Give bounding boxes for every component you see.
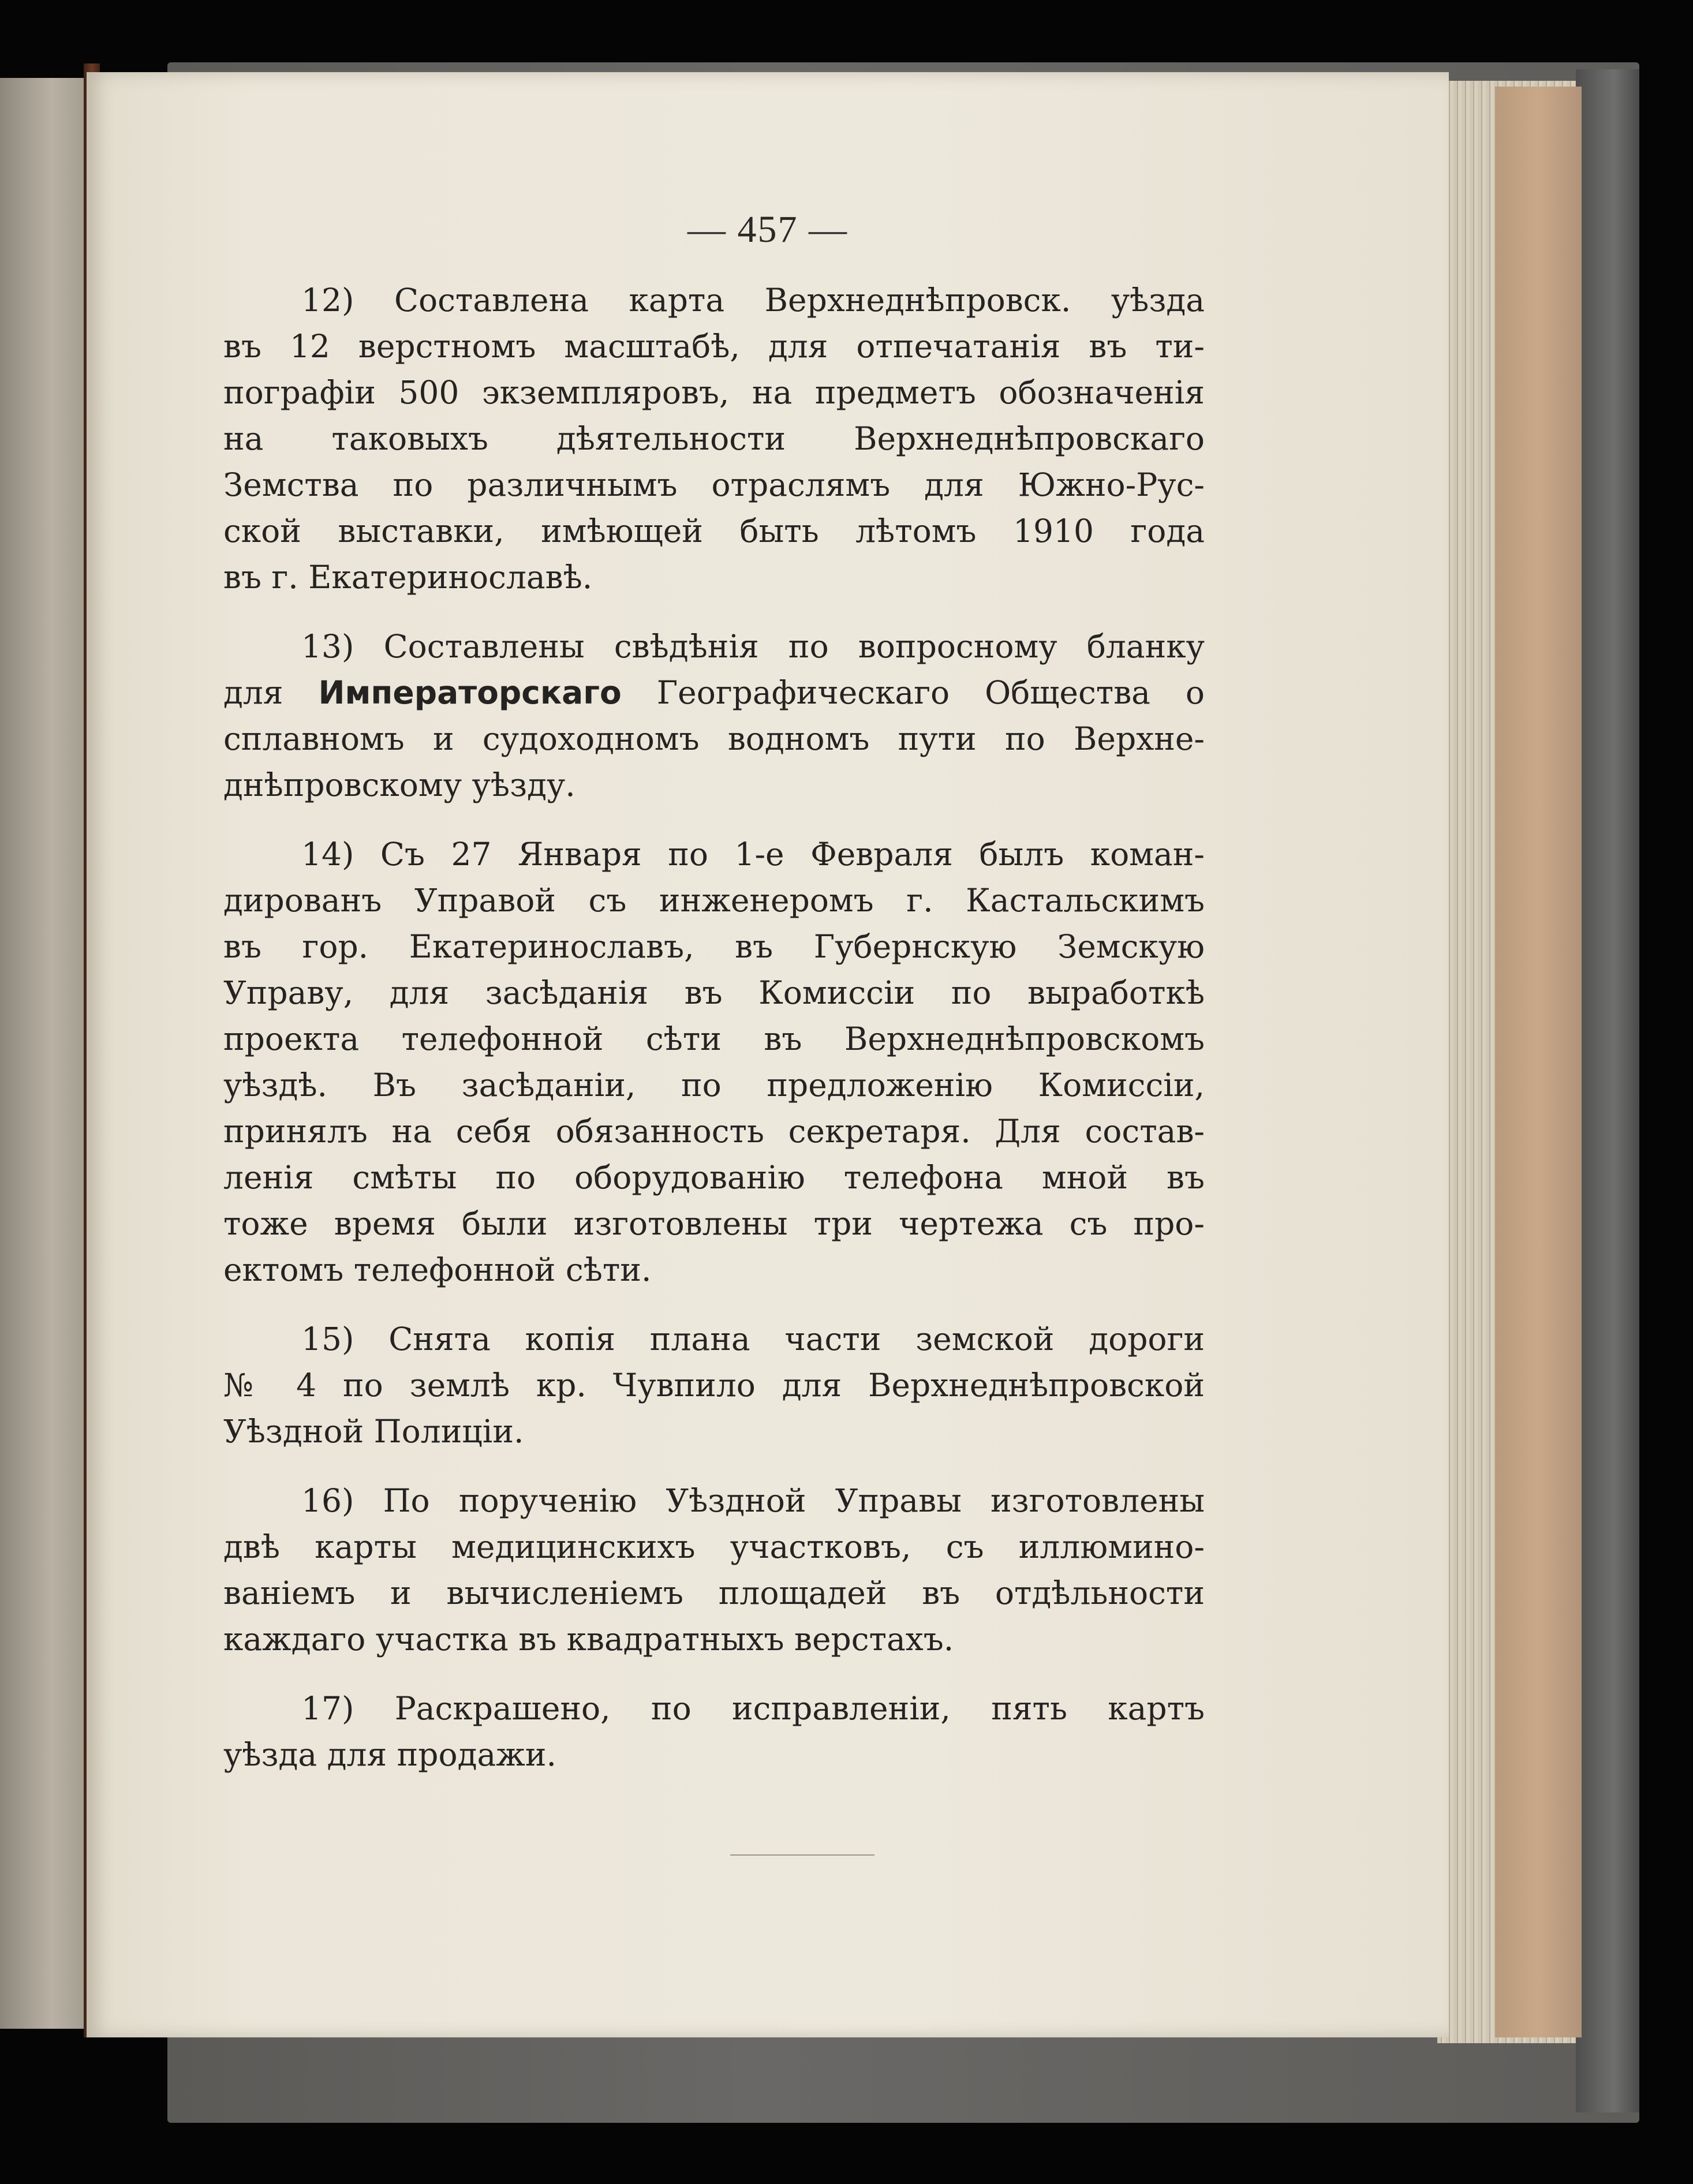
text-line: № 4 по землѣ кр. Чувпило для Верхнеднѣпровской — [223, 1367, 1205, 1404]
text-line: 12) Составлена карта Верхнеднѣпровск. уѣзда — [301, 282, 1205, 319]
text-line: 13) Составлены свѣдѣнія по вопросному бланку — [301, 628, 1205, 665]
text-line: сплавномъ и судоходномъ водномъ пути по Верхне- — [223, 720, 1205, 757]
text-line: въ г. Екатеринославѣ. — [223, 559, 593, 596]
text-line: принялъ на себя обязанность секретаря. Для состав- — [223, 1113, 1205, 1150]
paragraph-15 — [223, 1316, 1205, 1454]
text-line: дированъ Управой съ инженеромъ г. Кастальскимъ — [223, 882, 1205, 919]
page-body — [223, 277, 1205, 1801]
text-line: 16) По порученію Уѣздной Управы изготовлены — [301, 1482, 1205, 1519]
text-line: 15) Снята копія плана части земской дороги — [301, 1321, 1205, 1357]
text-line: Управу, для засѣданія въ Комиссіи по выработкѣ — [223, 974, 1205, 1011]
text-segment: для — [223, 674, 319, 711]
text-line: пографіи 500 экземпляровъ, на предметъ обозначенія — [223, 374, 1205, 411]
paragraph-16 — [223, 1478, 1205, 1662]
endpaper-edge — [1495, 87, 1582, 2037]
text-line: 14) Съ 27 Января по 1-е Февраля былъ коман- — [301, 836, 1205, 873]
text-line: на таковыхъ дѣятельности Верхнеднѣпровскаго — [223, 420, 1205, 457]
text-line: проекта телефонной сѣти въ Верхнеднѣпровскомъ — [223, 1020, 1205, 1057]
text-line: уѣздѣ. Въ засѣданіи, по предложенію Комиссіи, — [223, 1067, 1205, 1104]
text-line: Земства по различнымъ отраслямъ для Южно-Рус- — [223, 466, 1205, 503]
document-page — [87, 72, 1449, 2037]
text-line: въ гор. Екатеринославъ, въ Губернскую Земскую — [223, 928, 1205, 965]
text-line: 17) Раскрашено, по исправленіи, пять картъ — [301, 1690, 1205, 1727]
end-rule — [730, 1854, 874, 1856]
paragraph-14 — [223, 831, 1205, 1293]
paragraph-17 — [223, 1685, 1205, 1778]
text-line: каждаго участка въ квадратныхъ верстахъ. — [223, 1621, 954, 1658]
text-segment: Географическаго Общества о — [621, 674, 1205, 711]
text-line: ектомъ телефонной сѣти. — [223, 1251, 652, 1288]
text-line: уѣзда для продажи. — [223, 1736, 557, 1773]
text-line: ленія смѣты по оборудованію телефона мной въ — [223, 1159, 1205, 1196]
text-line: ской выставки, имѣющей быть лѣтомъ 1910 года — [223, 513, 1205, 549]
page-number: — 457 — — [687, 208, 848, 250]
paragraph-13 — [223, 623, 1205, 808]
text-line: Уѣздной Полиціи. — [223, 1413, 524, 1450]
text-line: въ 12 верстномъ масштабѣ, для отпечатанія въ ти- — [223, 328, 1205, 365]
text-line: двѣ карты медицинскихъ участковъ, съ иллюмино- — [223, 1528, 1205, 1565]
text-line: тоже время были изготовлены три чертежа съ про- — [223, 1205, 1205, 1242]
text-line-with-emphasis — [223, 670, 1205, 716]
text-line: ваніемъ и вычисленіемъ площадей въ отдѣльности — [223, 1575, 1205, 1611]
paragraph-12 — [223, 277, 1205, 600]
previous-page-edge — [0, 78, 87, 2029]
emphasized-word: Императорскаго — [318, 674, 622, 711]
book-cover-edge — [1576, 69, 1639, 2112]
text-line: днѣпровскому уѣзду. — [223, 766, 575, 803]
